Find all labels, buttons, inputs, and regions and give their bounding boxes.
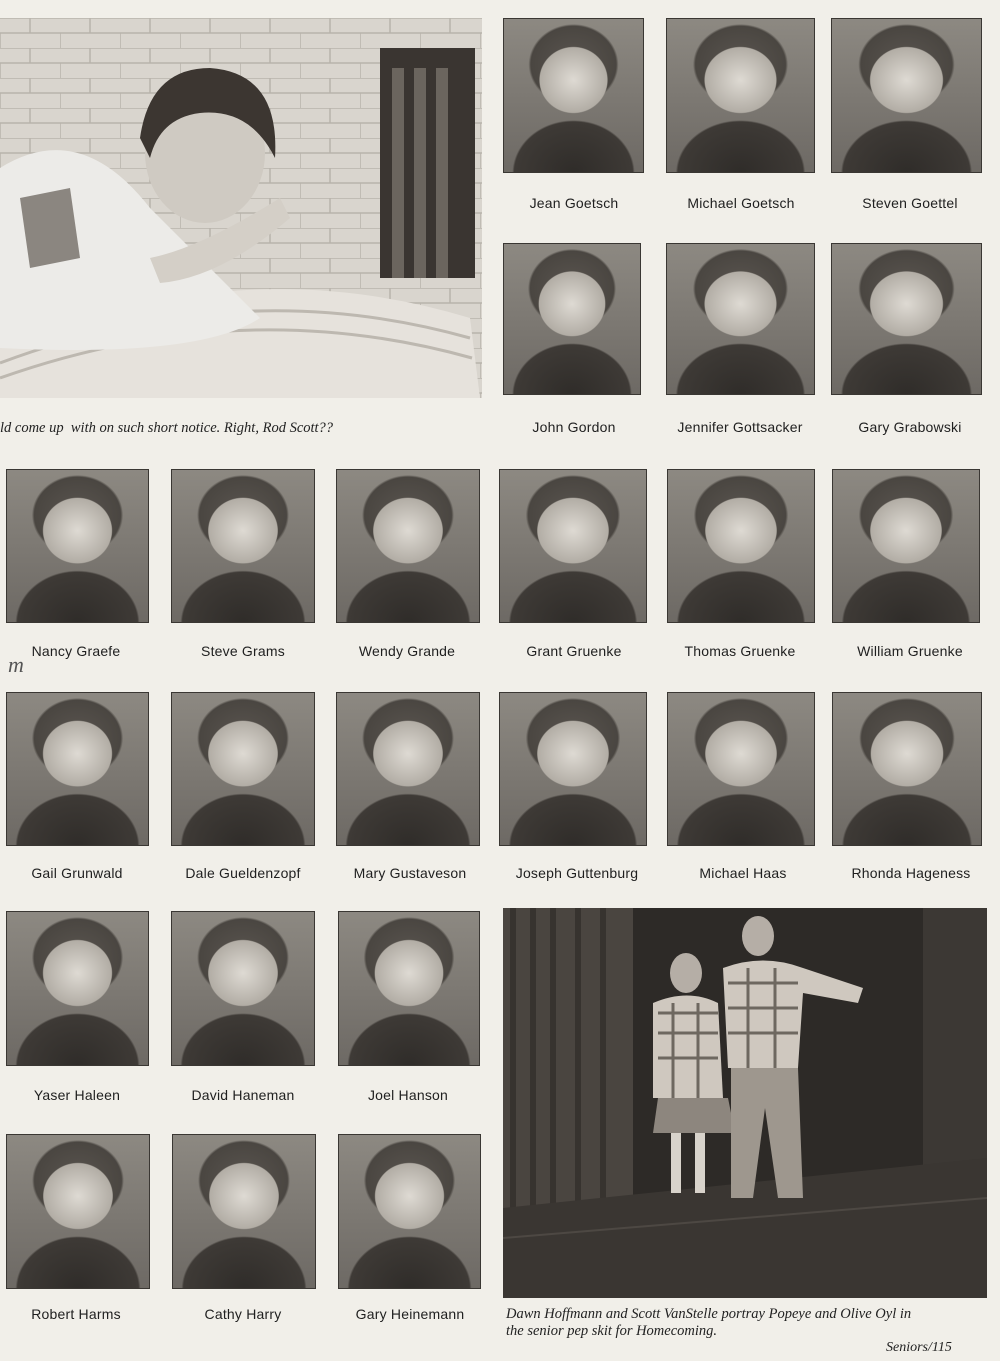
portrait-name: Cathy Harry bbox=[204, 1306, 282, 1322]
portrait-photo bbox=[499, 469, 647, 623]
portrait-name: Yaser Haleen bbox=[33, 1087, 121, 1103]
portrait-name: Dale Gueldenzopf bbox=[185, 865, 301, 881]
portrait-name: Gary Heinemann bbox=[355, 1306, 465, 1322]
portrait-photo bbox=[503, 243, 641, 395]
portrait-photo bbox=[503, 18, 644, 173]
bottom-caption-line2: the senior pep skit for Homecoming. bbox=[506, 1323, 718, 1339]
portrait-name: Gail Grunwald bbox=[31, 865, 123, 881]
portrait-photo bbox=[831, 243, 982, 395]
portrait-photo bbox=[666, 18, 815, 173]
portrait-name: Mary Gustaveson bbox=[353, 865, 467, 881]
portrait-photo bbox=[171, 469, 315, 623]
portrait-name: William Gruenke bbox=[857, 643, 963, 659]
portrait-name: Grant Gruenke bbox=[526, 643, 622, 659]
portrait-name: Jean Goetsch bbox=[529, 195, 619, 211]
portrait-name: Steven Goettel bbox=[862, 195, 958, 211]
portrait-photo bbox=[6, 692, 149, 846]
portrait-photo bbox=[667, 469, 815, 623]
portrait-name: Steve Grams bbox=[201, 643, 285, 659]
page-folio: Seniors/115 bbox=[886, 1340, 952, 1355]
portrait-photo bbox=[338, 1134, 481, 1289]
portrait-photo bbox=[832, 469, 980, 623]
portrait-photo bbox=[666, 243, 815, 395]
portrait-photo bbox=[171, 692, 315, 846]
portrait-name: John Gordon bbox=[532, 419, 616, 435]
portrait-name: Joel Hanson bbox=[367, 1087, 449, 1103]
portrait-photo bbox=[336, 692, 480, 846]
candid-photo-rod-scott bbox=[0, 18, 482, 398]
portrait-name: Michael Goetsch bbox=[687, 195, 795, 211]
candid-photo-drawing bbox=[0, 18, 482, 398]
portrait-name: Rhonda Hageness bbox=[851, 865, 971, 881]
portrait-name: Wendy Grande bbox=[358, 643, 456, 659]
stage-photo-drawing bbox=[503, 908, 987, 1298]
portrait-photo bbox=[832, 692, 982, 846]
portrait-name: Nancy Graefe bbox=[31, 643, 121, 659]
portrait-name: Joseph Guttenburg bbox=[515, 865, 639, 881]
portrait-photo bbox=[338, 911, 480, 1066]
portrait-name: Robert Harms bbox=[31, 1306, 121, 1322]
portrait-photo bbox=[336, 469, 480, 623]
handwritten-mark: m bbox=[8, 652, 24, 677]
top-caption: ld come up with on such short notice. Right, Rod Scott?? bbox=[0, 420, 334, 436]
portrait-name: Thomas Gruenke bbox=[684, 643, 796, 659]
portrait-photo bbox=[499, 692, 647, 846]
portrait-photo bbox=[171, 911, 315, 1066]
portrait-photo bbox=[172, 1134, 316, 1289]
portrait-photo bbox=[6, 1134, 150, 1289]
bottom-caption-line1: Dawn Hoffmann and Scott VanStelle portray Popeye and Olive Oyl in bbox=[506, 1306, 912, 1322]
portrait-name: David Haneman bbox=[191, 1087, 295, 1103]
portrait-photo bbox=[6, 911, 149, 1066]
candid-photo-stage-skit bbox=[503, 908, 987, 1298]
portrait-name: Jennifer Gottsacker bbox=[677, 419, 803, 435]
portrait-photo bbox=[831, 18, 982, 173]
portrait-photo bbox=[667, 692, 815, 846]
portrait-name: Michael Haas bbox=[699, 865, 787, 881]
portrait-name: Gary Grabowski bbox=[858, 419, 962, 435]
portrait-photo bbox=[6, 469, 149, 623]
